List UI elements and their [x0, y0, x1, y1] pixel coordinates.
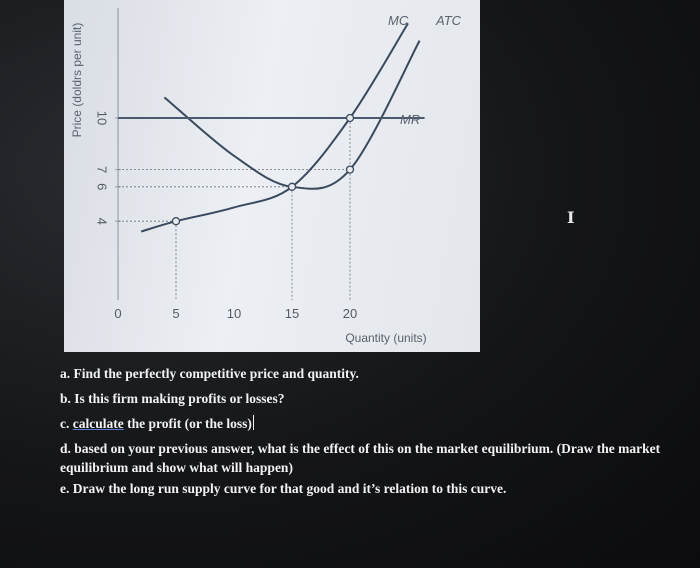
cost-curves-figure	[64, 0, 480, 352]
x-axis-label: Quantity (units)	[345, 331, 427, 345]
question-c-rest: the profit (or the loss)	[123, 416, 252, 431]
question-c[interactable]	[60, 414, 680, 433]
x-tick-label-20: 20	[342, 306, 358, 321]
marked-point	[347, 166, 354, 173]
series-label-mr: MR	[400, 112, 421, 127]
y-tick-label-4: 4	[94, 217, 110, 225]
question-e: e. Draw the long run supply curve for that good and it’s relation to this curve.	[60, 481, 507, 496]
y-tick-label-7: 7	[94, 165, 110, 174]
x-tick-label-0: 0	[114, 306, 122, 321]
x-tick-label-10: 10	[226, 306, 242, 321]
x-tick-label-15: 15	[284, 306, 300, 321]
marked-point	[289, 183, 296, 190]
atc-curve	[164, 41, 419, 189]
question-d: d. based on your previous answer, what is the effect of this on the market equilibrium. (Draw the market equilibrium and show what will happen)	[60, 441, 661, 475]
cost-curves-chart	[64, 0, 480, 352]
mc-curve	[141, 23, 408, 231]
marked-point	[173, 218, 180, 225]
question-c-prefix: c.	[60, 416, 73, 431]
text-caret	[253, 415, 254, 430]
series-label-mc: MC	[388, 13, 409, 28]
series-label-atc: ATC	[436, 13, 462, 28]
x-tick-label-5: 5	[172, 306, 180, 321]
text-cursor-icon: I	[567, 208, 575, 227]
y-tick-label-10: 10	[94, 110, 110, 126]
marked-point	[347, 115, 354, 122]
question-b: b. Is this firm making profits or losses?	[60, 391, 285, 406]
question-a: a. Find the perfectly competitive price and quantity.	[60, 366, 359, 381]
spellcheck-underlined-word: calculate	[72, 416, 124, 431]
question-list	[60, 364, 680, 504]
y-tick-label-6: 6	[94, 183, 110, 191]
y-axis-label: Price (doldrs per unit)	[70, 22, 85, 138]
